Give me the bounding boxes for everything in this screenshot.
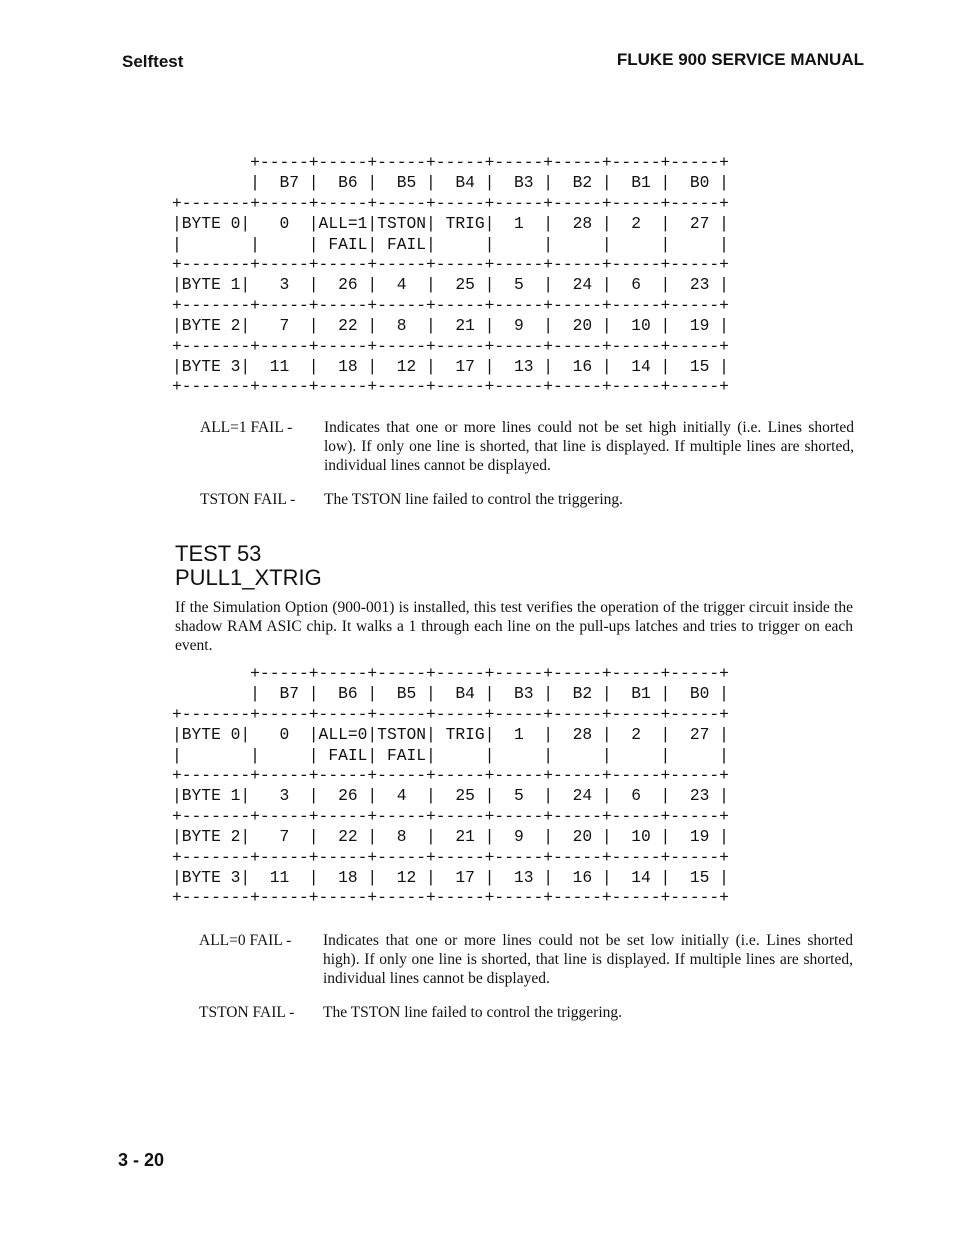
test-heading: TEST 53	[175, 541, 262, 566]
definition-term: TSTON FAIL -	[199, 1004, 295, 1021]
bit-map-table-all0: +-----+-----+-----+-----+-----+-----+-----+-----+ | B7 | B6 | B5 | B4 | B3 | B2 | B1 | B0 | +-------+-----+-----+-----+-----+-----+-----+-----+-----+ |BYTE 0| 0 |ALL=0|TSTON| TRIG| 1 | 28 | 2 | 27 | | | | FAIL| FAIL| | | | | | +-------+-----+-----+-----+-----+-----+-----+-----+-----+ |BYTE 1| 3 | 26 | 4 | 25 | 5 | 24 | 6 | 23 | +-------+-----+-----+-----+-----+-----+-----+-----+-----+ |BYTE 2| 7 | 22 | 8 | 21 | 9 | 20 | 10 | 19 | +-------+-----+-----+-----+-----+-----+-----+-----+-----+ |BYTE 3| 11 | 18 | 12 | 17 | 13 | 16 | 14 | 15 | +-------+-----+-----+-----+-----+-----+-----+-----+-----+	[172, 664, 729, 908]
manual-title: FLUKE 900 SERVICE MANUAL	[616, 50, 864, 69]
bit-map-table-all1: +-----+-----+-----+-----+-----+-----+-----+-----+ | B7 | B6 | B5 | B4 | B3 | B2 | B1 | B0 | +-------+-----+-----+-----+-----+-----+-----+-----+-----+ |BYTE 0| 0 |ALL=1|TSTON| TRIG| 1 | 28 | 2 | 27 | | | | FAIL| FAIL| | | | | | +-------+-----+-----+-----+-----+-----+-----+-----+-----+ |BYTE 1| 3 | 26 | 4 | 25 | 5 | 24 | 6 | 23 | +-------+-----+-----+-----+-----+-----+-----+-----+-----+ |BYTE 2| 7 | 22 | 8 | 21 | 9 | 20 | 10 | 19 | +-------+-----+-----+-----+-----+-----+-----+-----+-----+ |BYTE 3| 11 | 18 | 12 | 17 | 13 | 16 | 14 | 15 | +-------+-----+-----+-----+-----+-----+-----+-----+-----+	[172, 153, 729, 397]
definition-all1-fail	[200, 418, 854, 475]
definition-term: ALL=0 FAIL -	[199, 932, 292, 949]
page-number: 3 - 20	[118, 1150, 165, 1170]
definition-description: The TSTON line failed to control the triggering.	[323, 1004, 623, 1021]
definition-term: ALL=1 FAIL -	[200, 419, 293, 436]
definition-all0-fail	[199, 931, 853, 988]
definition-tston-fail	[200, 490, 854, 509]
test-name: PULL1_XTRIG	[175, 565, 322, 590]
definition-description: Indicates that one or more lines could not be set high initially (i.e. Lines shorted low). If only one line is shorted, that line is displayed. If multiple lines are shorted, individual lines cannot be displayed.	[324, 419, 854, 474]
definition-tston-fail-2	[199, 1003, 853, 1022]
definition-term: TSTON FAIL -	[200, 491, 296, 508]
definition-description: Indicates that one or more lines could not be set low initially (i.e. Lines shorted high). If only one line is shorted, that line is displayed. If multiple lines are shorted, individual lines cannot be displayed.	[323, 932, 853, 987]
test-description: If the Simulation Option (900-001) is installed, this test verifies the operation of the trigger circuit inside the shadow RAM ASIC chip. It walks a 1 through each line on the pull-ups latches and tries to trigger on each event.	[175, 599, 853, 654]
section-title: Selftest	[122, 52, 184, 71]
definition-description: The TSTON line failed to control the triggering.	[324, 491, 624, 508]
